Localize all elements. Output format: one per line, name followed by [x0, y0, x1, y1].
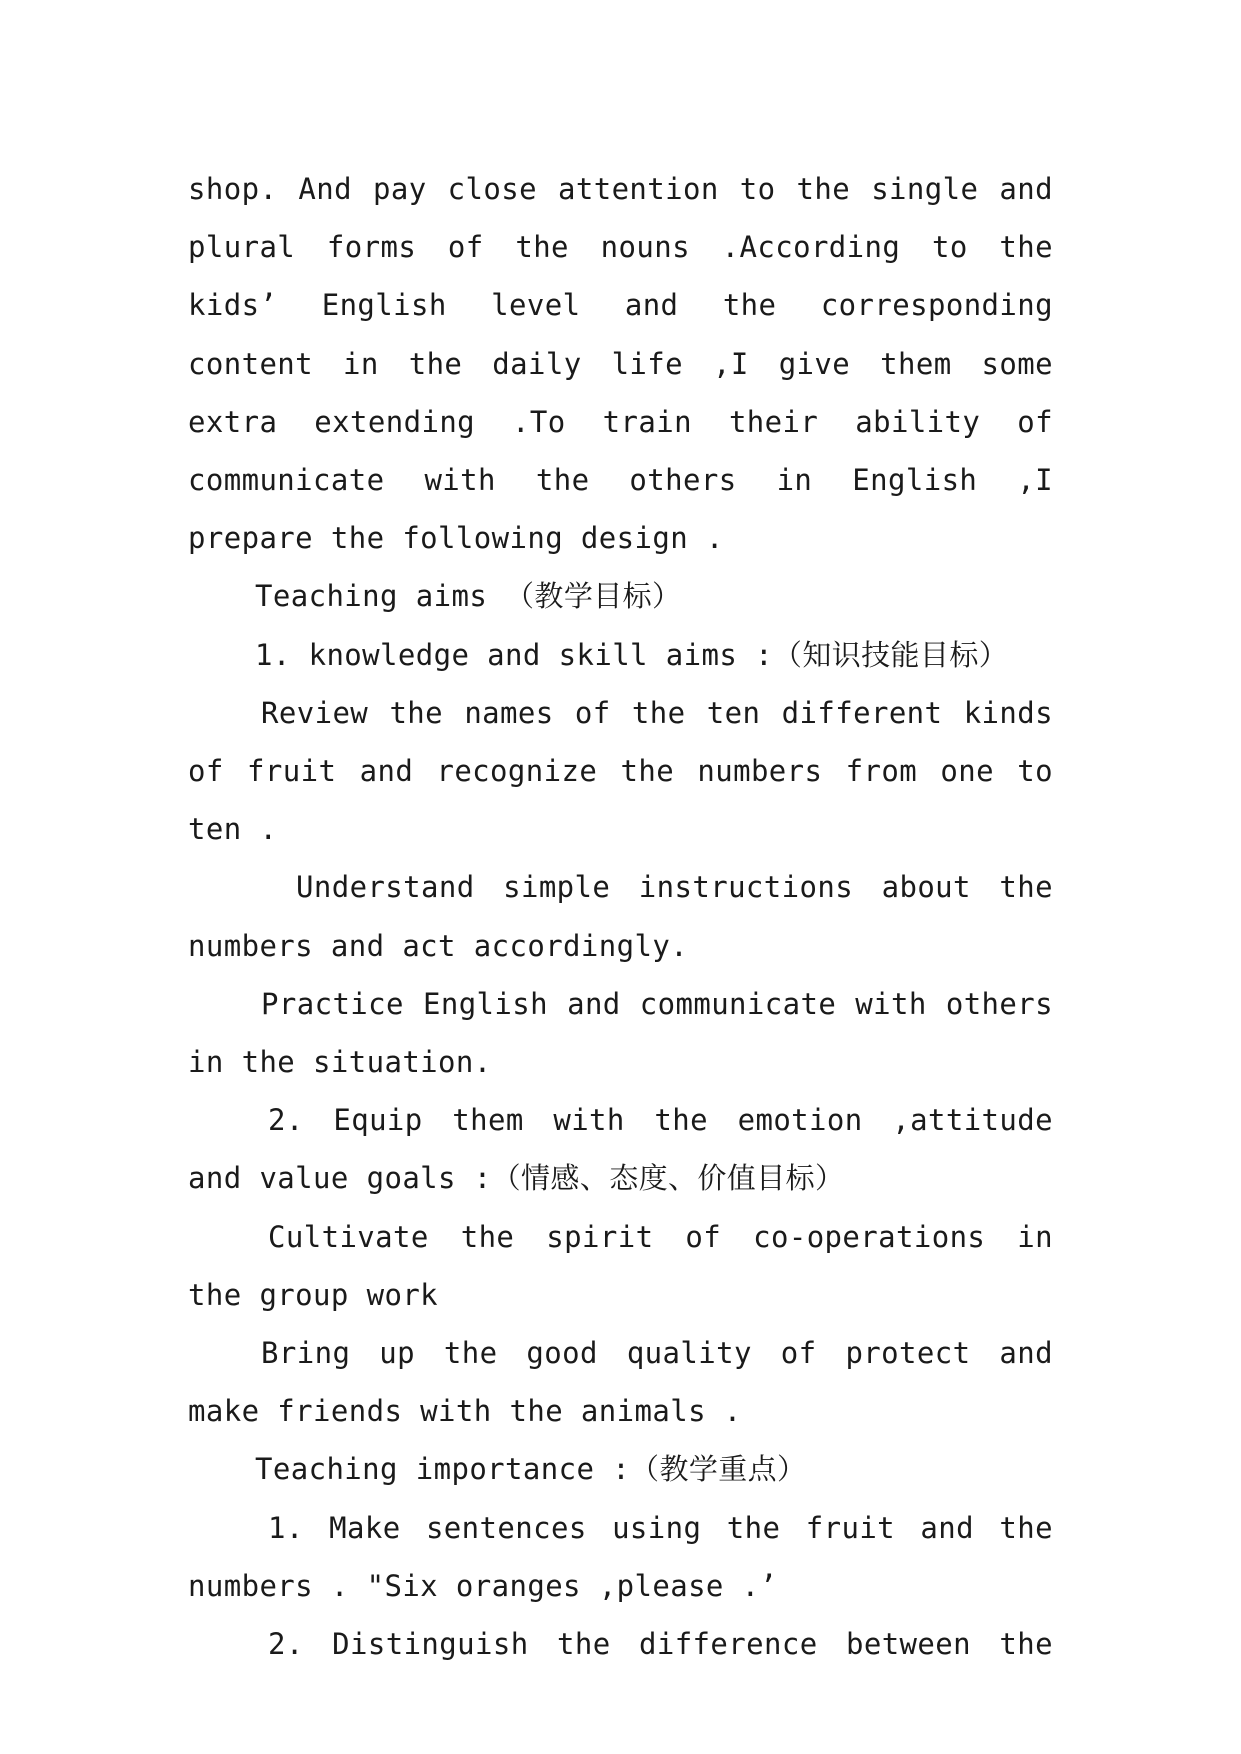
- intro-paragraph: shop. And pay close attention to the single and plural forms of the nouns .According to the kids’ English level and the corresponding content in the daily life ,I give them some extra extending .To train their ability of communicate with the others in English ,I prepare the following design .: [188, 172, 1053, 556]
- emotion-attitude-goals: 2. Equip them with the emotion ,attitude and value goals :（情感、态度、价值目标）: [188, 1103, 1053, 1196]
- teaching-aims-heading: Teaching aims （教学目标）: [255, 579, 682, 614]
- knowledge-skill-aims: 1. knowledge and skill aims :（知识技能目标）: [255, 637, 1009, 672]
- understand-paragraph: Understand simple instructions about the numbers and act accordingly.: [188, 870, 1053, 963]
- teaching-importance-heading: Teaching importance :（教学重点）: [255, 1452, 807, 1487]
- bring-up-paragraph: Bring up the good quality of protect and make friends with the animals .: [188, 1336, 1053, 1429]
- review-paragraph: Review the names of the ten different kinds of fruit and recognize the numbers from one to ten .: [188, 695, 1053, 847]
- document-body: [188, 160, 1053, 1673]
- cultivate-paragraph: Cultivate the spirit of co-operations in the group work: [188, 1219, 1053, 1312]
- importance-item-1: 1. Make sentences using the fruit and the numbers . "Six oranges ,please .’: [188, 1510, 1053, 1603]
- importance-item-2: 2. Distinguish the difference between the: [268, 1627, 1053, 1662]
- practice-paragraph: Practice English and communicate with others in the situation.: [188, 986, 1053, 1080]
